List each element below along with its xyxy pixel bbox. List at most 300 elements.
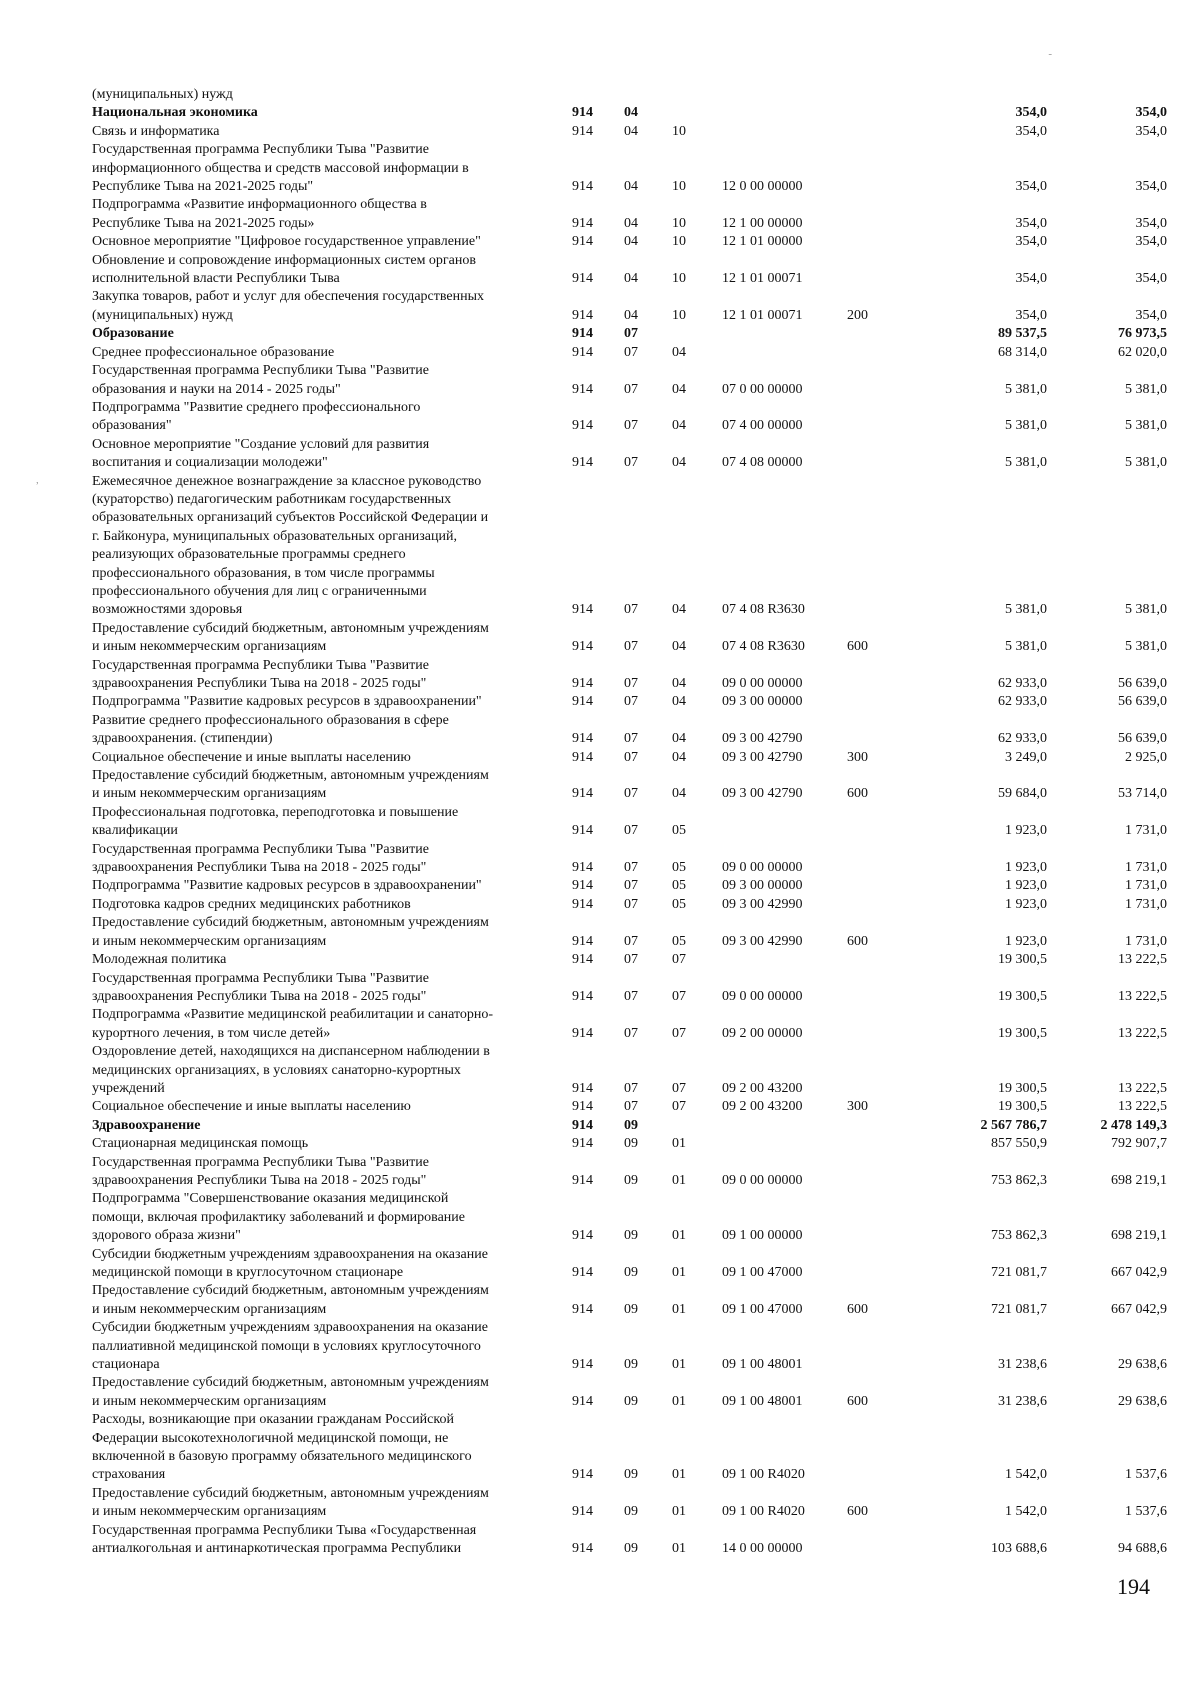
row-ved-code: 914: [572, 326, 593, 342]
row-amount-year-2: 13 222,5: [1118, 1025, 1167, 1041]
row-expense-type-code: [847, 141, 912, 196]
row-subsection-code: 07: [672, 1099, 686, 1115]
row-ved-code: 914: [572, 179, 593, 195]
row-expense-type-code: [847, 1246, 912, 1283]
table-row: [92, 141, 1167, 196]
row-section-code: 04: [624, 123, 638, 139]
row-expense-type-code: [847, 693, 912, 711]
row-amount-year-1: 62 933,0: [998, 676, 1047, 691]
row-name: Профессиональная подготовка, переподготовка и повышение квалификации: [92, 804, 459, 839]
table-row: [92, 1006, 1167, 1043]
row-target-code: 09 3 00 42790: [722, 786, 803, 802]
row-subsection-code: 10: [672, 215, 686, 231]
row-ved-code: 914: [572, 1099, 593, 1115]
row-ved-code: 914: [572, 381, 593, 397]
row-amount-year-1: 5 381,0: [1005, 455, 1047, 471]
row-amount-year-1: 62 933,0: [998, 694, 1047, 710]
row-amount-year-1: 5 381,0: [1005, 381, 1047, 397]
row-name: Закупка товаров, работ и услуг для обеспечения государственных (муниципальных) нужд: [92, 289, 485, 323]
row-subsection-code: 04: [672, 381, 686, 397]
row-name: Здравоохранение: [92, 1117, 201, 1133]
row-target-code: 07 4 08 R3630: [722, 602, 805, 618]
row-amount-year-1: 2 567 786,7: [980, 1117, 1047, 1133]
table-row: [92, 344, 1167, 362]
row-ved-code: 914: [572, 602, 593, 618]
table-row: [92, 1522, 1167, 1559]
row-section-code: 04: [624, 234, 638, 250]
row-expense-type-code: 600: [847, 1504, 868, 1520]
row-expense-type-code: [847, 896, 912, 914]
row-name: Предоставление субсидий бюджетным, автономным учреждениям и иным некоммерческим организациям: [92, 620, 489, 655]
row-subsection-code: 07: [672, 952, 686, 968]
row-ved-code: 914: [572, 860, 593, 876]
row-subsection-code: 04: [672, 602, 686, 618]
row-name: Образование: [92, 326, 174, 342]
row-amount-year-2: 56 639,0: [1118, 676, 1167, 691]
row-ved-code: 914: [572, 307, 593, 323]
row-section-code: 07: [624, 1080, 638, 1096]
row-amount-year-2: 76 973,5: [1118, 326, 1167, 342]
row-ved-code: 914: [572, 1080, 593, 1096]
row-expense-type-code: [847, 399, 912, 436]
row-ved-code: 914: [572, 1504, 593, 1520]
row-amount-year-2: 1 731,0: [1125, 878, 1167, 894]
row-subsection-code: 10: [672, 271, 686, 287]
row-amount-year-1: 62 933,0: [998, 731, 1047, 747]
row-expense-type-code: 600: [847, 1301, 868, 1317]
row-target-code: [722, 325, 847, 343]
row-subsection-code: 04: [672, 749, 686, 765]
row-amount-year-1: 3 249,0: [1005, 749, 1047, 765]
row-target-code: [722, 123, 847, 141]
row-section-code: 04: [624, 105, 638, 121]
row-ved-code: 914: [572, 123, 593, 139]
row-target-code: 09 0 00 00000: [722, 988, 803, 1004]
row-target-code: 09 0 00 00000: [722, 676, 803, 691]
row-section-code: 07: [624, 1099, 638, 1115]
row-expense-type-code: [847, 951, 912, 969]
row-amount-year-2: 29 638,6: [1118, 1393, 1167, 1409]
row-name: Развитие среднего профессионального образования в сфере здравоохранения. (стипендии): [92, 712, 449, 747]
row-name: Субсидии бюджетным учреждениям здравоохранения на оказание медицинской помощи в круглосуточном стационаре: [92, 1246, 488, 1280]
row-expense-type-code: [847, 1117, 912, 1135]
row-section-code: 09: [624, 1393, 638, 1409]
row-amount-year-2: 56 639,0: [1118, 731, 1167, 747]
row-name: Государственная программа Республики Тыва "Развитие здравоохранения Республики Тыва на 2018 - 2025 годы": [92, 841, 429, 876]
row-section-code: 09: [624, 1136, 638, 1152]
row-amount-year-1: 753 862,3: [991, 1172, 1047, 1188]
table-row: [92, 233, 1167, 251]
row-amount-year-2: 354,0: [1135, 234, 1167, 250]
table-row: [92, 123, 1167, 141]
row-expense-type-code: [847, 104, 912, 122]
row-subsection-code: 05: [672, 860, 686, 876]
row-target-code: 07 4 00 00000: [722, 418, 803, 434]
row-target-code: 09 3 00 42790: [722, 749, 803, 765]
row-target-code: [722, 804, 847, 841]
row-ved-code: 914: [572, 1136, 593, 1152]
row-expense-type-code: [847, 123, 912, 141]
row-ved-code: 914: [572, 1228, 593, 1244]
row-subsection-code: [672, 325, 722, 343]
row-section-code: 09: [624, 1117, 638, 1133]
row-subsection-code: 10: [672, 123, 686, 139]
row-ved-code: 914: [572, 1467, 593, 1483]
row-amount-year-1: 19 300,5: [998, 1099, 1047, 1115]
row-section-code: 09: [624, 1541, 638, 1557]
row-target-code: 12 1 01 00071: [722, 271, 803, 287]
row-ved-code: 914: [572, 731, 593, 747]
row-expense-type-code: 200: [847, 307, 868, 323]
row-section-code: 09: [624, 1172, 638, 1188]
row-section-code: 09: [624, 1301, 638, 1317]
row-subsection-code: 01: [672, 1136, 686, 1152]
table-row: [92, 399, 1167, 436]
row-name: Государственная программа Республики Тыва "Развитие здравоохранения Республики Тыва на 2018 - 2025 годы": [92, 1154, 429, 1188]
row-expense-type-code: [847, 86, 912, 104]
row-name: Подпрограмма "Развитие кадровых ресурсов в здравоохранении": [92, 694, 482, 710]
row-amount-year-1: 19 300,5: [998, 988, 1047, 1004]
row-target-code: 09 0 00 00000: [722, 1172, 803, 1188]
row-section-code: 07: [624, 786, 638, 802]
row-amount-year-2: 1 731,0: [1125, 933, 1167, 949]
row-expense-type-code: [847, 473, 912, 620]
row-target-code: [722, 86, 847, 104]
row-name: Подпрограмма «Развитие медицинской реабилитации и санаторно- курортного лечения, в том числе детей»: [92, 1007, 494, 1041]
row-target-code: 09 1 00 47000: [722, 1265, 803, 1280]
row-amount-year-2: 53 714,0: [1118, 786, 1167, 802]
table-row: [92, 896, 1167, 914]
row-subsection-code: 04: [672, 418, 686, 434]
row-amount-year-2: [1047, 86, 1167, 104]
row-amount-year-1: 19 300,5: [998, 1080, 1047, 1096]
row-amount-year-2: 13 222,5: [1118, 1080, 1167, 1096]
row-expense-type-code: [847, 1135, 912, 1153]
row-amount-year-2: 354,0: [1135, 215, 1167, 231]
row-amount-year-1: 1 923,0: [1005, 878, 1047, 894]
row-subsection-code: 04: [672, 455, 686, 471]
row-amount-year-2: 2 925,0: [1125, 749, 1167, 765]
row-amount-year-1: [912, 86, 1047, 104]
table-row: [92, 86, 1167, 104]
row-target-code: 12 1 00 00000: [722, 215, 803, 231]
row-subsection-code: 10: [672, 234, 686, 250]
row-subsection-code: 04: [672, 676, 686, 691]
row-subsection-code: 05: [672, 823, 686, 839]
row-target-code: 09 3 00 42990: [722, 896, 803, 912]
table-row: [92, 914, 1167, 951]
row-ved-code: 914: [572, 1393, 593, 1409]
row-expense-type-code: [847, 804, 912, 841]
row-subsection-code: 07: [672, 988, 686, 1004]
table-row: [92, 196, 1167, 233]
row-subsection-code: 04: [672, 694, 686, 710]
row-amount-year-2: 13 222,5: [1118, 1099, 1167, 1115]
row-section-code: 07: [624, 326, 638, 342]
row-ved-code: 914: [572, 1301, 593, 1317]
table-row: [92, 104, 1167, 122]
table-row: [92, 436, 1167, 473]
row-ved-code: 914: [572, 455, 593, 471]
row-amount-year-1: 857 550,9: [991, 1136, 1047, 1152]
row-section-code: 07: [624, 952, 638, 968]
row-target-code: 09 2 00 43200: [722, 1080, 803, 1096]
row-name: Предоставление субсидий бюджетным, автономным учреждениям и иным некоммерческим организациям: [92, 1283, 489, 1317]
row-expense-type-code: 300: [847, 749, 868, 765]
row-subsection-code: 05: [672, 896, 686, 912]
row-ved-code: 914: [572, 786, 593, 802]
row-name: Основное мероприятие "Цифровое государственное управление": [92, 234, 481, 250]
table-row: [92, 1117, 1167, 1135]
row-name: (муниципальных) нужд: [92, 87, 233, 102]
table-row: [92, 1282, 1167, 1319]
row-amount-year-1: 354,0: [1015, 234, 1047, 250]
budget-table-body: [92, 86, 1167, 1559]
row-name: Молодежная политика: [92, 952, 227, 968]
row-amount-year-1: 5 381,0: [1005, 602, 1047, 618]
table-row: [92, 1319, 1167, 1374]
table-row: [92, 1098, 1167, 1116]
row-section-code: 07: [624, 639, 638, 655]
row-expense-type-code: 300: [847, 1099, 868, 1115]
row-expense-type-code: [847, 196, 912, 233]
row-ved-code: 914: [572, 676, 593, 691]
row-ved-code: 914: [572, 878, 593, 894]
row-ved-code: 914: [572, 234, 593, 250]
row-name: Стационарная медицинская помощь: [92, 1136, 309, 1152]
row-section-code: 04: [624, 179, 638, 195]
row-subsection-code: [672, 104, 722, 122]
row-target-code: 09 1 00 47000: [722, 1301, 803, 1317]
row-amount-year-1: 1 542,0: [1005, 1467, 1047, 1483]
row-section-code: 07: [624, 344, 638, 360]
row-amount-year-1: 354,0: [1015, 179, 1047, 195]
row-target-code: [722, 104, 847, 122]
row-name: Государственная программа Республики Тыва «Государственная антиалкогольная и антинаркотическая программа Республики: [92, 1522, 477, 1557]
row-expense-type-code: [847, 252, 912, 289]
row-amount-year-2: 5 381,0: [1125, 381, 1167, 397]
row-expense-type-code: [847, 712, 912, 749]
row-section-code: 07: [624, 860, 638, 876]
row-subsection-code: 04: [672, 639, 686, 655]
row-amount-year-1: 1 923,0: [1005, 860, 1047, 876]
table-row: [92, 970, 1167, 1007]
row-amount-year-1: 19 300,5: [998, 952, 1047, 968]
table-row: [92, 804, 1167, 841]
row-amount-year-1: 5 381,0: [1005, 639, 1047, 655]
row-section-code: 09: [624, 1228, 638, 1244]
row-subsection-code: 01: [672, 1265, 686, 1280]
row-amount-year-1: 354,0: [1015, 123, 1047, 139]
row-expense-type-code: [847, 1006, 912, 1043]
row-section-code: 09: [624, 1504, 638, 1520]
row-amount-year-2: 1 731,0: [1125, 823, 1167, 839]
table-row: [92, 1154, 1167, 1191]
table-row: [92, 841, 1167, 878]
table-row: [92, 1135, 1167, 1153]
row-expense-type-code: [847, 1190, 912, 1245]
row-amount-year-1: 1 542,0: [1005, 1504, 1047, 1520]
row-amount-year-2: 667 042,9: [1111, 1265, 1167, 1280]
row-ved-code: 914: [572, 952, 593, 968]
row-name: Подготовка кадров средних медицинских работников: [92, 896, 411, 912]
row-ved-code: 914: [572, 1357, 593, 1373]
row-amount-year-1: 1 923,0: [1005, 896, 1047, 912]
row-amount-year-1: 721 081,7: [991, 1265, 1047, 1280]
row-expense-type-code: [847, 1043, 912, 1098]
row-name: Подпрограмма "Развитие среднего профессионального образования": [92, 399, 421, 434]
row-subsection-code: 01: [672, 1301, 686, 1317]
row-name: Предоставление субсидий бюджетным, автономным учреждениям и иным некоммерческим организациям: [92, 768, 489, 802]
row-name: Оздоровление детей, находящихся на диспансерном наблюдении в медицинских организациях, в условиях санаторно-курортных учреждений: [92, 1044, 490, 1096]
row-target-code: 14 0 00 00000: [722, 1541, 803, 1557]
row-ved-code: 914: [572, 1117, 593, 1133]
row-target-code: 09 3 00 00000: [722, 694, 803, 710]
row-expense-type-code: [847, 841, 912, 878]
row-ved-code: 914: [572, 344, 593, 360]
row-target-code: 09 3 00 00000: [722, 878, 803, 894]
row-subsection-code: 05: [672, 933, 686, 949]
row-target-code: 09 1 00 00000: [722, 1228, 803, 1244]
row-section-code: 09: [624, 1357, 638, 1373]
table-row: [92, 1246, 1167, 1283]
row-subsection-code: 07: [672, 1080, 686, 1096]
row-expense-type-code: [847, 1411, 912, 1485]
table-row: [92, 657, 1167, 694]
row-subsection-code: 10: [672, 307, 686, 323]
row-target-code: 12 0 00 00000: [722, 179, 803, 195]
row-name: Государственная программа Республики Тыва "Развитие здравоохранения Республики Тыва на 2018 - 2025 годы": [92, 970, 429, 1004]
row-name: Обновление и сопровождение информационных систем органов исполнительной власти Республики Тыва: [92, 252, 476, 287]
row-subsection-code: 01: [672, 1504, 686, 1520]
table-row: [92, 1411, 1167, 1485]
row-section-code: 07: [624, 602, 638, 618]
row-section-code: [624, 86, 672, 104]
table-row: [92, 1374, 1167, 1411]
row-ved-code: 914: [572, 988, 593, 1004]
row-ved-code: 914: [572, 418, 593, 434]
row-amount-year-2: 698 219,1: [1111, 1228, 1167, 1244]
row-ved-code: 914: [572, 639, 593, 655]
row-amount-year-2: 792 907,7: [1111, 1136, 1167, 1152]
row-target-code: 09 1 00 R4020: [722, 1467, 805, 1483]
row-ved-code: 914: [572, 1265, 593, 1280]
row-amount-year-2: 1 537,6: [1125, 1504, 1167, 1520]
row-expense-type-code: [847, 1319, 912, 1374]
row-name: Предоставление субсидий бюджетным, автономным учреждениям и иным некоммерческим организациям: [92, 1375, 489, 1409]
row-section-code: 04: [624, 307, 638, 323]
row-ved-code: 914: [572, 749, 593, 765]
row-amount-year-2: 62 020,0: [1118, 344, 1167, 360]
row-name: Связь и информатика: [92, 123, 220, 139]
row-subsection-code: 10: [672, 179, 686, 195]
table-row: [92, 749, 1167, 767]
row-section-code: 07: [624, 988, 638, 1004]
row-target-code: [722, 344, 847, 362]
row-section-code: 07: [624, 1025, 638, 1041]
row-section-code: 07: [624, 676, 638, 691]
row-expense-type-code: [847, 1522, 912, 1559]
row-name: Предоставление субсидий бюджетным, автономным учреждениям и иным некоммерческим организациям: [92, 915, 489, 949]
row-subsection-code: 05: [672, 878, 686, 894]
table-row: [92, 325, 1167, 343]
row-target-code: 07 4 08 R3630: [722, 639, 805, 655]
scan-mark: -: [1048, 48, 1052, 60]
row-section-code: 07: [624, 896, 638, 912]
row-amount-year-2: 1 731,0: [1125, 860, 1167, 876]
row-amount-year-2: 2 478 149,3: [1100, 1117, 1167, 1133]
row-amount-year-1: 68 314,0: [998, 344, 1047, 360]
row-subsection-code: 01: [672, 1393, 686, 1409]
row-amount-year-2: 1 731,0: [1125, 896, 1167, 912]
row-target-code: 09 2 00 43200: [722, 1099, 803, 1115]
row-section-code: 04: [624, 215, 638, 231]
row-ved-code: 914: [572, 215, 593, 231]
row-subsection-code: 07: [672, 1025, 686, 1041]
row-amount-year-2: 13 222,5: [1118, 988, 1167, 1004]
row-ved-code: 914: [572, 823, 593, 839]
row-subsection-code: 01: [672, 1357, 686, 1373]
row-target-code: 09 3 00 42990: [722, 933, 803, 949]
table-row: [92, 951, 1167, 969]
row-target-code: 09 3 00 42790: [722, 731, 803, 747]
row-amount-year-2: 13 222,5: [1118, 952, 1167, 968]
table-row: [92, 288, 1167, 325]
row-amount-year-1: 103 688,6: [991, 1541, 1047, 1557]
row-amount-year-1: 59 684,0: [998, 786, 1047, 802]
row-ved-code: 914: [572, 271, 593, 287]
row-target-code: [722, 1117, 847, 1135]
row-subsection-code: 01: [672, 1228, 686, 1244]
row-amount-year-1: 31 238,6: [998, 1393, 1047, 1409]
row-amount-year-1: 31 238,6: [998, 1357, 1047, 1373]
row-subsection-code: 04: [672, 786, 686, 802]
table-row: [92, 252, 1167, 289]
row-expense-type-code: 600: [847, 933, 868, 949]
row-subsection-code: [672, 1117, 722, 1135]
row-target-code: 09 2 00 00000: [722, 1025, 803, 1041]
row-amount-year-2: 354,0: [1135, 271, 1167, 287]
row-ved-code: 914: [572, 105, 593, 121]
row-name: Подпрограмма "Развитие кадровых ресурсов в здравоохранении": [92, 878, 482, 894]
row-target-code: 09 1 00 48001: [722, 1357, 803, 1373]
table-row: [92, 877, 1167, 895]
row-section-code: 07: [624, 878, 638, 894]
row-expense-type-code: [847, 344, 912, 362]
row-amount-year-2: 354,0: [1135, 179, 1167, 195]
row-subsection-code: 01: [672, 1541, 686, 1557]
row-amount-year-2: 29 638,6: [1118, 1357, 1167, 1373]
row-subsection-code: 04: [672, 344, 686, 360]
row-name: Ежемесячное денежное вознаграждение за классное руководство (кураторство) педагогическим работникам государственных образовательных организаций субъектов Российской Федерации и г. Байконура, муниципальных образовательных организаций, реализующих образовательные программы среднего профессионального образования, в том числе программы профессионального обучения для лиц с ограниченными возможностями здоровья: [92, 473, 489, 618]
row-amount-year-1: 89 537,5: [998, 326, 1047, 342]
row-name: Социальное обеспечение и иные выплаты населению: [92, 1099, 411, 1115]
row-expense-type-code: [847, 1154, 912, 1191]
table-row: [92, 1190, 1167, 1245]
row-subsection-code: 01: [672, 1172, 686, 1188]
row-subsection-code: [672, 86, 722, 104]
row-amount-year-2: 5 381,0: [1125, 455, 1167, 471]
row-ved-code: 914: [572, 694, 593, 710]
row-subsection-code: 01: [672, 1467, 686, 1483]
row-section-code: 07: [624, 418, 638, 434]
row-target-code: [722, 1135, 847, 1153]
row-name: Среднее профессиональное образование: [92, 344, 335, 360]
row-name: Национальная экономика: [92, 105, 258, 121]
row-section-code: 07: [624, 694, 638, 710]
row-section-code: 07: [624, 731, 638, 747]
row-ved-code: 914: [572, 896, 593, 912]
